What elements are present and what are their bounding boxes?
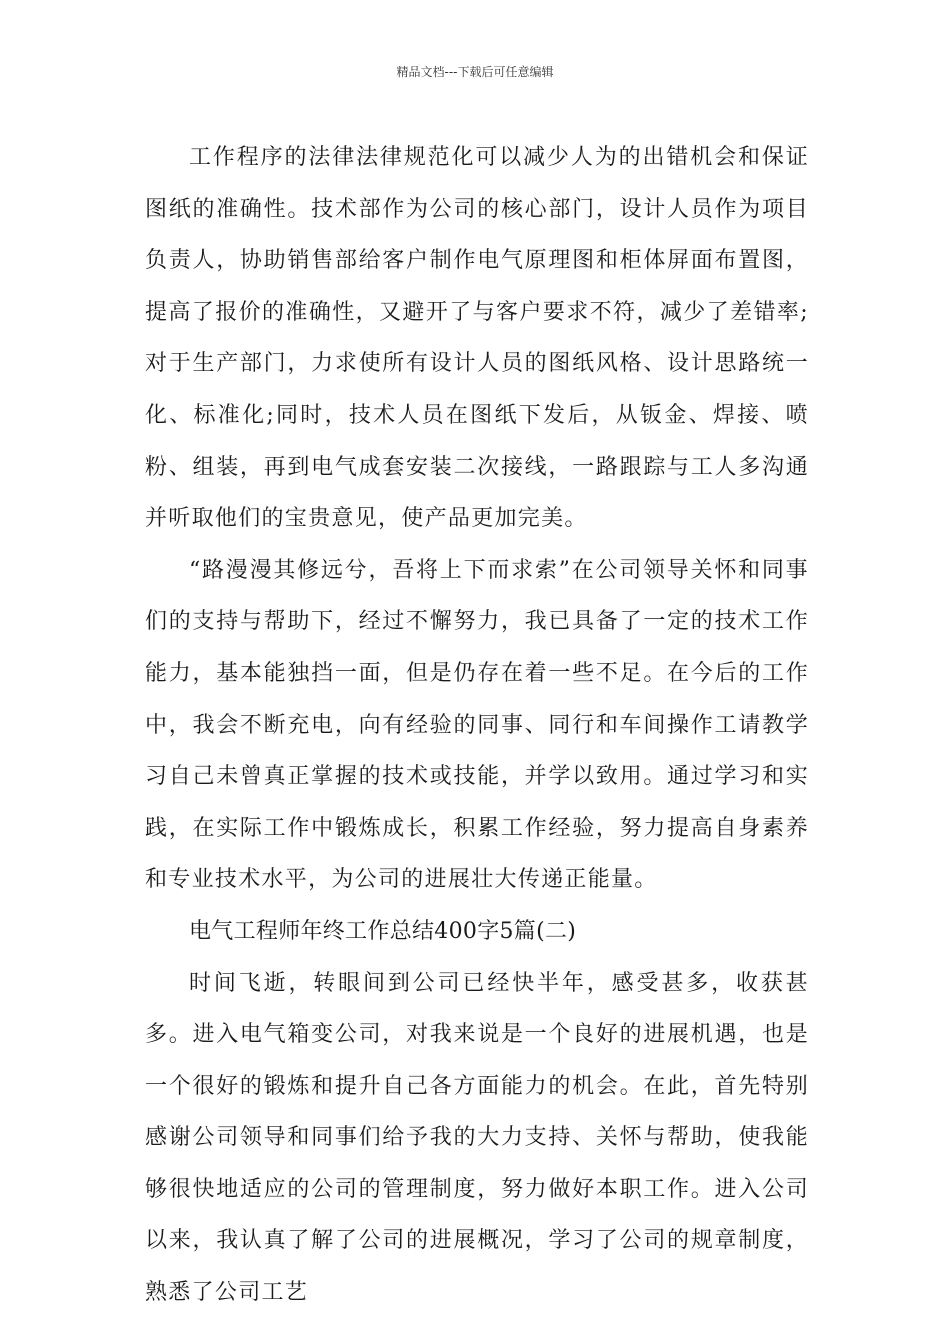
page-header: 精品文档---下载后可任意编辑: [396, 65, 554, 79]
section-heading: 电气工程师年终工作总结400字5篇(二): [189, 918, 577, 944]
paragraph-half-year: 时间飞逝，转眼间到公司已经快半年，感受甚多，收获甚多。进入电气箱变公司，对我来说是一个良好的进展机遇，也是一个很好的锻炼和提升自己各方面能力的机会。在此，首先特别感谢公司领导和同事们给予我的大力支持、关怀与帮助，使我能够很快地适应的公司的管理制度，努力做好本职工作。进入公司以来，我认真了解了公司的进展概况，学习了公司的规章制度，熟悉了公司工艺: [145, 970, 809, 1306]
paragraph-quote-growth: “路漫漫其修远兮，吾将上下而求索”在公司领导关怀和同事们的支持与帮助下，经过不懈努力，我已具备了一定的技术工作能力，基本能独挡一面，但是仍存在着一些不足。在今后的工作中，我会不断充电，向有经验的同事、同行和车间操作工请教学习自己未曾真正掌握的技术或技能，并学以致用。通过学习和实践，在实际工作中锻炼成长，积累工作经验，努力提高自身素养和专业技术水平，为公司的进展壮大传递正能量。: [145, 557, 809, 893]
paragraph-work-procedure: 工作程序的法律法律规范化可以减少人为的出错机会和保证图纸的准确性。技术部作为公司的核心部门，设计人员作为项目负责人，协助销售部给客户制作电气原理图和柜体屏面布置图，提高了报价的准确性，又避开了与客户要求不符，减少了差错率;对于生产部门，力求使所有设计人员的图纸风格、设计思路统一化、标准化;同时，技术人员在图纸下发后，从钣金、焊接、喷粉、组装，再到电气成套安装二次接线，一路跟踪与工人多沟通并听取他们的宝贵意见，使产品更加完美。: [145, 145, 809, 532]
document-body: [145, 132, 809, 1319]
